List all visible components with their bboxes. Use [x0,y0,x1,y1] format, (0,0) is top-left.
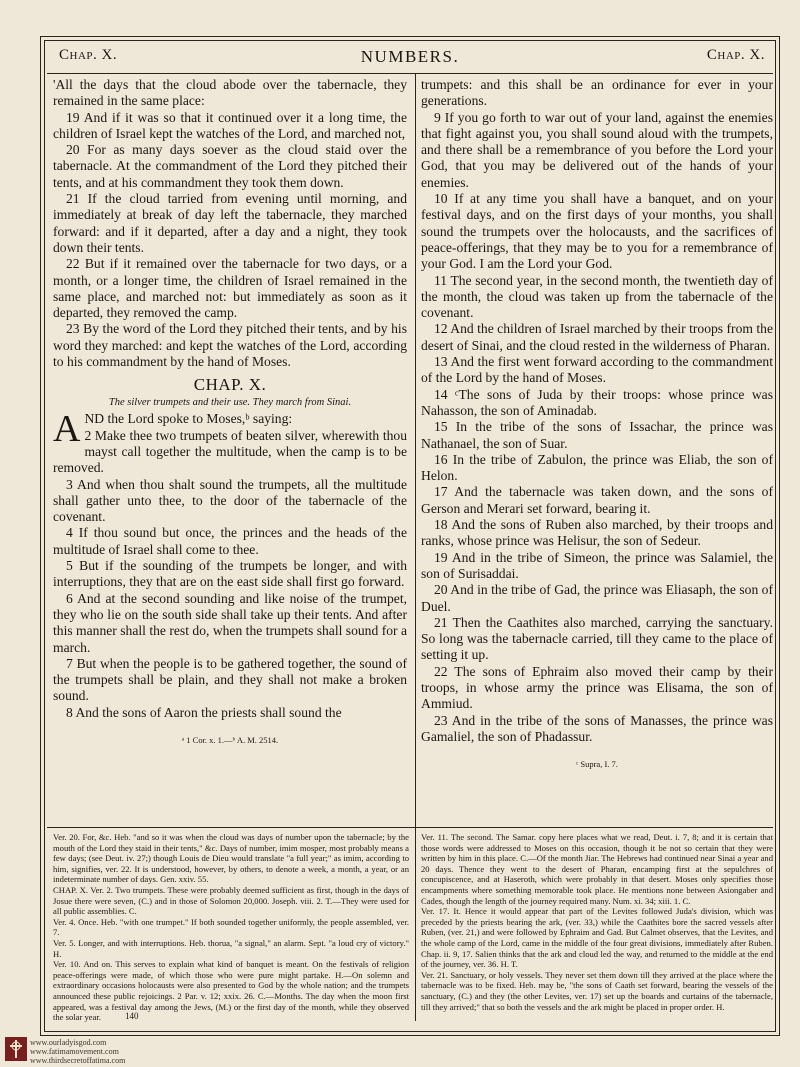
commentary-note: Ver. 21. Sanctuary, or holy vessels. They never set them down till they arrived at the place where the tabernacle was to be fixed. Heb. may be, "the sons of Caath set forward, bearing the vessels of the sanctuary, (C.) and they (the other Levites, ver. 17) set up the boards and curtains of the tabernacle, till they arrived;" that so both the vessels and the ark might be placed in proper order. H. [421,969,773,1012]
column-divider [415,73,416,1021]
verse: 8 And the sons of Aaron the priests shall sound the [66,704,342,720]
verse: 6 And at the second sounding and like noise of the trumpet, they who lie on the south side shall take up their tents. And after this manner shall the rest do, when the trumpets shall sound for a march. [53,590,407,655]
commentary-left [53,832,409,1023]
url-link[interactable]: www.ourladyisgod.com [30,1038,107,1047]
verse: 10 If at any time you shall have a banquet, and on your festival days, and on the first days of your months, you shall sound the trumpets over the holocausts, and the sacrifices of peace-offerings, that they may be to you for a remembrance of your God. I am the Lord your God. [421,191,773,272]
verse: 13 And the first went forward according to the commandment of the Lord by the hand of Moses. [421,354,773,386]
header-chapter-right: Chap. X. [706,47,765,63]
left-column [53,77,407,745]
verse: 19 And if it was so that it continued over it a long time, the children of Israel kept the watches of the Lord, and marched not, [53,109,407,141]
commentary-note: Ver. 20. For, &c. Heb. "and so it was when the cloud was days of number upon the tabernacle; by the mouth of the Lord they staid in their tents," &c. Days of number, imim mosper, most probably means a few days; (see Deut. iv. 27;) though Louis de Dieu would translate "a full year;" as imim, according to him, signifies, ver. 22. It is understood, however, by others, to denote a week, a month, a year, or an indeterminate number of days. Gen. xxiv. 55. [53,832,409,885]
verse: 20 For as many days soever as the cloud staid over the tabernacle. At the commandment of the Lord they pitched their tents, and at his commandment they took them down. [53,142,407,190]
commentary-note: Ver. 11. The second. The Samar. copy here places what we read, Deut. i. 7, 8; and it is certain that those words were addressed to Moses on this occasion, though it be not so certain that they were written by him in this place. C.—Of the month Jiar. The Hebrews had continued near Sinai a year and 20 days. Thence they went to the desert of Pharan, encamping first at the sepulchres of concupiscence, and at Haseroth, which were probably in that desert. Moses only specifies those encampments where something memorable took place. He mentions none between Asiongaber and Cades, though the length of the journey required many. Num. xi. 34; xiii. 1. C. [421,832,773,906]
verse-first [53,408,407,451]
verse: 22 The sons of Ephraim also moved their camp by their troops, in whose army the prince was Elisama, the son of Ammiud. [421,663,773,712]
verse: 'All the days that the cloud abode over the tabernacle, they remained in the same place: [53,77,407,109]
watermark-logo-icon [4,1036,28,1062]
notes-divider [47,827,773,828]
commentary-note: Ver. 17. It. Hence it would appear that part of the Levites followed Juda's division, which was preceded by the priests bearing the ark, (ver. 33,) while the Caathites bore the sacred vessels after Ruben, (ver. 21,) and were followed by Ephraim and Gad. But Calmet observes, that the Levites, and the whole camp of the Lord, came in the middle of the four great divisions, immediately after Ruben. Chap. ii. 9, 17. Salien thinks that the ark and cloud led the way, and returned to the middle at the end of the journey, ver. 36. H. T. [421,906,773,970]
url-link[interactable]: www.thirdsecretoffatima.com [30,1056,126,1066]
commentary-note: Ver. 10. And on. This serves to explain what kind of banquet is meant. On the festivals of religion peace-offerings were made, of which those who were pure might partake. H.—On solemn and extraordinary occasions holocausts were also presented to God by the whole nation; and the trumpets announced these public rejoicings. 2 Par. v. 12; xxix. 26. C.—Months. The day when the moon first appeared, was a festival day among the Jews, (M.) or the first day of the month, while they observed the solar year. [53,959,409,1023]
verse: 5 But if the sounding of the trumpets be longer, and with interruptions, they that are on the east side shall first go forward. [53,558,407,590]
commentary-right [421,832,773,1012]
verse: 20 And in the tribe of Gad, the prince was Eliasaph, the son of Duel. [421,582,773,614]
verse: 9 If you go forth to war out of your land, against the enemies that fight against you, you shall sound aloud with the trumpets, and there shall be a remembrance of you before the Lord your God, that you may be delivered out of the hands of your enemies. [421,109,773,190]
verse: 18 And the sons of Ruben also marched, by their troops and ranks, whose prince was Helisur, the son of Sedeur. [421,517,773,549]
bible-page [40,36,780,1036]
verse: 15 In the tribe of the sons of Issachar, the prince was Nathanael, the son of Suar. [421,419,773,451]
verse: 16 In the tribe of Zabulon, the prince was Eliab, the son of Helon. [421,451,773,484]
verse: 4 If thou sound but once, the princes and the heads of the multitude of Israel shall come to thee. [53,525,407,557]
right-column [421,77,773,769]
chapter-summary: The silver trumpets and their use. They march from Sinai. [108,397,352,409]
verse: 21 If the cloud tarried from evening until morning, and immediately at break of day left the tabernacle, they marched forward: and if it departed, after a day and a night, they took down their tents. [53,191,407,255]
header-divider [47,73,773,74]
verse: 21 Then the Caathites also marched, carrying the sanctuary. So long was the tabernacle carried, till they came to the place of setting it up. [421,614,773,663]
commentary-note: Ver. 5. Longer, and with interruptions. Heb. thorua, "a signal," an alarm. Sept. "a loud cry of victory." H. [53,937,409,959]
verse: 2 Make thee two trumpets of beaten silver, wherewith thou mayst call together the multitude, when the camp is to be removed. [53,427,407,476]
verse: 14 ᶜThe sons of Juda by their troops: whose prince was Nahasson, the son of Aminadab. [421,386,773,418]
commentary-note: Ver. 4. Once. Heb. "with one trumpet." If both sounded together uniformly, the people assembled, ver. 7. [53,916,409,938]
verse: 19 And in the tribe of Simeon, the prince was Salamiel, the son of Surisaddai. [421,549,773,581]
url-link[interactable]: www.fatimamovement.com [30,1047,119,1057]
verse: 12 And the children of Israel marched by their troops from the desert of Sinai, and the cloud rested in the wilderness of Pharan. [421,321,773,353]
verse: 23 By the word of the Lord they pitched their tents, and by his word they marched: and kept the watches of the Lord, according to his commandment by the hand of Moses. [53,321,407,370]
verse: 7 But when the people is to be gathered together, the sound of the trumpets shall be plain, and they shall not make a broken sound. [53,655,407,704]
header-chapter-left: Chap. X. [59,47,118,63]
verse: 17 And the tabernacle was taken down, and the sons of Gerson and Merari set forward, bearing it. [421,484,773,516]
watermark-urls [30,1038,125,1066]
verse: 3 And when thou shalt sound the trumpets, all the multitude shall gather unto thee, to the door of the tabernacle of the covenant. [53,476,407,525]
verse: 23 And in the tribe of the sons of Manasses, the prince was Gamaliel, the son of Phadassur. [421,712,773,744]
verse: 11 The second year, in the second month, the twentieth day of the month, the cloud was taken up from the tabernacle of the covenant. [421,272,773,321]
commentary-note: CHAP. X. Ver. 2. Two trumpets. These were probably deemed sufficient as first, though in the days of Josue there were seven, (C.) and in those of Solomon 20,000. Joseph. viii. 2. T.—They were used for all public assemblies. C. [53,884,409,917]
chapter-heading: CHAP. X. [193,375,267,395]
page-number: 140 [125,1011,139,1021]
running-header [41,47,779,71]
footnote-left: ᵃ 1 Cor. x. 1.—ᵇ A. M. 2514. [181,734,279,745]
footnote-right: ᶜ Supra, I. 7. [576,759,618,770]
verse: trumpets: and this shall be an ordinance for ever in your generations. [421,77,773,109]
drop-cap: A [53,408,81,451]
verse: 22 But if it remained over the tabernacle for two days, or a month, or a longer time, the children of Israel remained in the same place, and marched not: but immediately as soon as it departed, they removed the camp. [53,256,407,321]
verse-text: ND the Lord spoke to Moses,ᵇ saying: [84,411,293,427]
header-book-title: NUMBERS. [360,47,460,66]
